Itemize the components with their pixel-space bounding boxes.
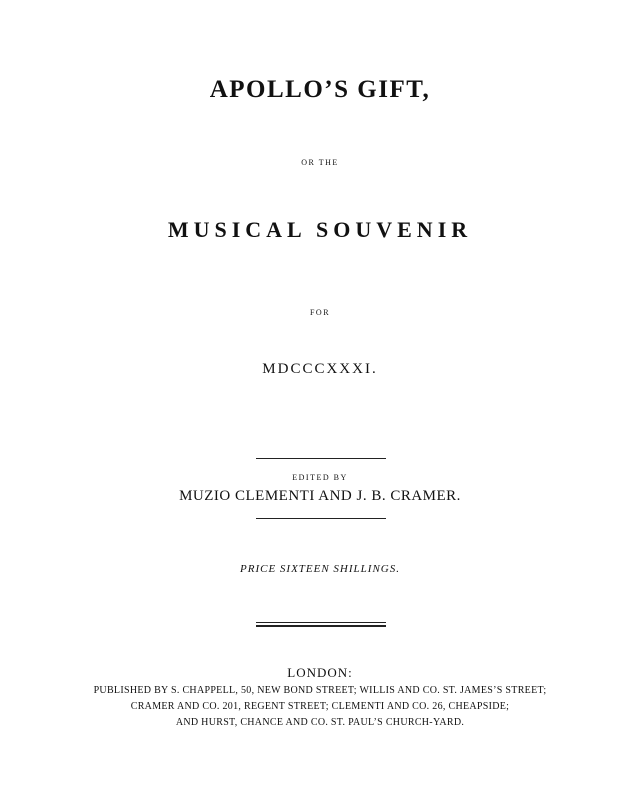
divider-rule [256,458,386,459]
imprint-line: AND HURST, CHANCE AND CO. ST. PAUL’S CHURCH-YARD. [175,717,465,728]
imprint-line: CRAMER AND CO. 201, REGENT STREET; CLEMENTI AND CO. 26, CHEAPSIDE; [130,701,510,712]
title-connector: OR THE [301,158,339,167]
imprint-line: PUBLISHED BY S. CHAPPELL, 50, NEW BOND STREET; WILLIS AND CO. ST. JAMES’S STREET; [93,685,547,696]
publication-place: LONDON: [287,665,353,680]
edited-by-label: EDITED BY [292,473,348,482]
book-title: APOLLO’S GIFT, [209,76,431,103]
double-rule-bottom [256,625,386,627]
publication-year: MDCCCXXXI. [262,361,378,377]
divider-rule [256,518,386,519]
book-subtitle: MUSICAL SOUVENIR [167,217,473,242]
for-label: FOR [309,308,331,317]
double-rule-top [256,622,386,623]
editors-names: MUZIO CLEMENTI AND J. B. CRAMER. [179,488,461,504]
price-line: PRICE SIXTEEN SHILLINGS. [240,563,400,575]
